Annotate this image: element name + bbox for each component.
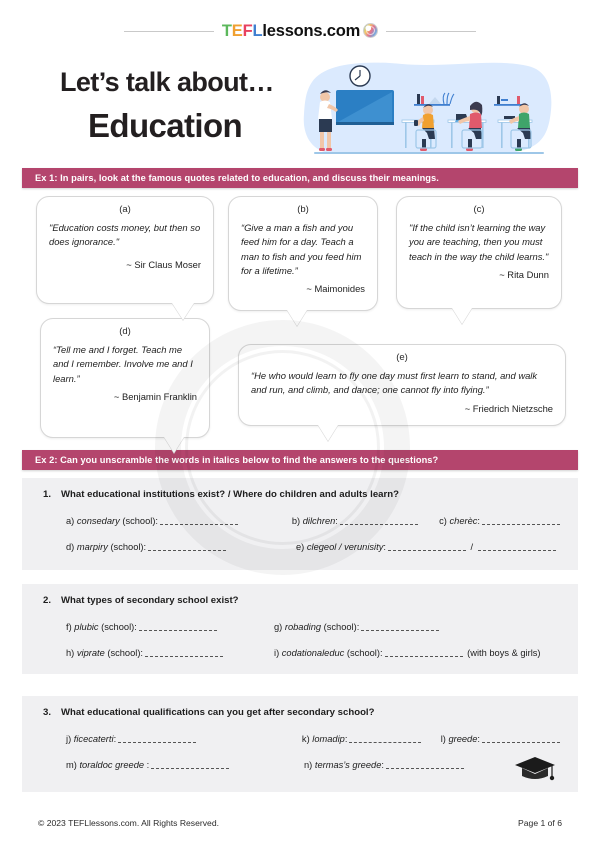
quote-tail-d [164, 437, 184, 453]
logo-letter-f: F [242, 22, 253, 40]
question-3-heading [38, 707, 562, 718]
quote-label-a: (a) [119, 204, 131, 215]
answer-item-i[interactable] [274, 648, 541, 658]
quote-label-b: (b) [297, 204, 309, 215]
exercise-2-banner [22, 450, 578, 470]
site-logo [0, 22, 600, 41]
answer-blank-d[interactable] [148, 550, 226, 551]
scrambled-word-e: clegeol / verunisity [306, 542, 384, 552]
quote-bubble-b [228, 196, 378, 311]
question-1-row-2 [38, 542, 562, 552]
item-suffix-f: (school): [98, 622, 137, 632]
answer-item-k[interactable] [302, 734, 441, 744]
logo-letter-l: L [252, 22, 263, 40]
item-letter-l: l) [440, 734, 446, 744]
question-block-3 [22, 696, 578, 792]
answer-blank-e2[interactable] [478, 550, 556, 551]
question-3-row-1 [38, 734, 562, 744]
scrambled-word-f: plubic [74, 622, 99, 632]
answer-blank-a[interactable] [160, 524, 238, 525]
quote-text-a: "Education costs money, but then so does ignorance." [49, 222, 201, 248]
item-suffix-l: : [477, 734, 480, 744]
answer-item-c[interactable] [439, 516, 562, 526]
scrambled-word-g: robading [284, 622, 322, 632]
title-line-2: Education [88, 106, 243, 144]
logo-letter-e: E [231, 22, 243, 40]
question-1-number: 1. [43, 489, 52, 500]
answer-blank-j[interactable] [118, 742, 196, 743]
scrambled-word-b: dilchren [302, 516, 336, 526]
answer-blank-k[interactable] [349, 742, 421, 743]
classroom-illustration [298, 58, 558, 166]
item-letter-m: m) [66, 760, 77, 770]
quote-text-b: “Give a man a fish and you feed him for a day. Teach a man to fish and you feed him for a lifetime.” [241, 222, 362, 276]
answer-item-m[interactable] [66, 760, 304, 770]
quote-tail-e [318, 425, 338, 441]
answer-blank-g[interactable] [361, 630, 439, 631]
question-2-number: 2. [43, 595, 52, 606]
item-letter-c: c) [439, 516, 447, 526]
question-1-heading [38, 489, 562, 500]
question-2-prompt: What types of secondary school exist? [61, 595, 239, 606]
quote-author-c: ~ Rita Dunn [499, 268, 549, 280]
logo-letter-t: T [221, 22, 232, 40]
item-note-i: (with boys & girls) [467, 648, 541, 658]
answer-item-h[interactable] [66, 648, 274, 658]
globe-icon [363, 23, 378, 38]
quote-tail-a [172, 303, 194, 320]
question-1-row-1 [38, 516, 562, 526]
quote-bubble-e [238, 344, 566, 426]
quote-text-d: “Tell me and I forget. Teach me and I remember. Involve me and I learn.” [53, 344, 193, 384]
item-suffix-d: (school): [107, 542, 147, 552]
scrambled-word-h: viprate [76, 648, 105, 658]
exercise-1-banner [22, 168, 578, 188]
answer-blank-i[interactable] [385, 656, 463, 657]
scrambled-word-l: greede [448, 734, 478, 744]
exercise-1-instruction: Ex 1: In pairs, look at the famous quotes related to education, and discuss their meanings. [35, 173, 439, 183]
quote-label-c: (c) [473, 204, 485, 215]
item-letter-h: h) [66, 648, 75, 658]
scrambled-word-k: lomadip [312, 734, 345, 744]
item-suffix-e: : [383, 542, 386, 552]
scrambled-word-n: termas’s greede [314, 760, 382, 770]
item-letter-n: n) [304, 760, 313, 770]
logo-rule-left [124, 31, 214, 32]
answer-blank-m[interactable] [151, 768, 229, 769]
quote-author-b: ~ Maimonides [306, 283, 365, 295]
question-2-row-1 [38, 622, 562, 632]
item-suffix-h: (school): [104, 648, 144, 658]
item-letter-a: a) [66, 516, 75, 526]
page-footer [38, 818, 562, 828]
question-3-number: 3. [43, 707, 52, 718]
exercise-2-instruction: Ex 2: Can you unscramble the words in italics below to find the answers to the questions? [35, 455, 439, 465]
question-2-heading [38, 595, 562, 606]
answer-blank-l[interactable] [482, 742, 560, 743]
logo-rule-right [386, 31, 476, 32]
scrambled-word-c: cherèc [449, 516, 478, 526]
answer-item-j[interactable] [66, 734, 302, 744]
scrambled-word-a: consedary [76, 516, 120, 526]
scrambled-word-i: codationaleduc [281, 648, 345, 658]
quote-author-a: ~ Sir Claus Moser [126, 258, 201, 270]
question-3-prompt: What educational qualifications can you get after secondary school? [61, 707, 375, 718]
graduation-cap-icon [514, 755, 556, 783]
page-title [60, 68, 274, 145]
item-letter-i: i) [274, 648, 280, 658]
item-suffix-i: (school): [344, 648, 383, 658]
answer-blank-f[interactable] [139, 630, 217, 631]
question-2-row-2 [38, 648, 562, 658]
quote-label-d: (d) [119, 326, 131, 337]
footer-copyright: © 2023 TEFLlessons.com. All Rights Reserved. [38, 818, 219, 828]
item-letter-j: j) [66, 734, 72, 744]
item-suffix-a: (school): [119, 516, 159, 526]
quote-bubble-a [36, 196, 214, 304]
answer-blank-b[interactable] [340, 524, 418, 525]
answer-blank-e1[interactable] [388, 550, 466, 551]
logo-domain-text: lessons.com [262, 22, 361, 40]
item-letter-b: b) [291, 516, 301, 526]
answer-blank-c[interactable] [482, 524, 560, 525]
scrambled-word-d: marpiry [76, 542, 108, 552]
item-suffix-n: : [381, 760, 384, 770]
question-3-row-2 [38, 760, 562, 770]
page-header [0, 62, 600, 162]
item-suffix-c: : [477, 516, 480, 526]
answer-item-f[interactable] [66, 622, 274, 632]
item-letter-k: k) [301, 734, 310, 744]
item-suffix-m: : [146, 760, 150, 770]
title-line-1: Let’s talk about… [60, 67, 274, 97]
answer-item-b[interactable] [292, 516, 439, 526]
question-block-2 [22, 584, 578, 674]
answer-item-n[interactable] [304, 760, 466, 770]
item-suffix-g: (school): [321, 622, 360, 632]
quote-author-d: ~ Benjamin Franklin [113, 390, 197, 402]
quote-bubble-d [40, 318, 210, 438]
answer-item-g[interactable] [274, 622, 441, 632]
item-letter-f: f) [66, 622, 72, 632]
item-letter-g: g) [274, 622, 283, 632]
quote-text-c: "If the child isn’t learning the way you are teaching, then you must teach in the way the child learns." [409, 222, 549, 262]
item-letter-d: d) [66, 542, 75, 552]
quote-label-e: (e) [396, 352, 408, 363]
answer-item-a[interactable] [66, 516, 292, 526]
answer-item-e[interactable]: e) clegeol / verunisity: / [296, 542, 558, 552]
question-block-1 [22, 478, 578, 570]
answer-blank-n[interactable] [386, 768, 464, 769]
item-suffix-b: : [335, 516, 338, 526]
question-1-prompt: What educational institutions exist? / Where do children and adults learn? [61, 489, 399, 500]
quote-bubble-c [396, 196, 562, 309]
item-suffix-k: : [344, 734, 348, 744]
scrambled-word-m: toraldoc greede [79, 760, 147, 770]
footer-page-number: Page 1 of 6 [518, 818, 562, 828]
quote-author-e: ~ Friedrich Nietzsche [464, 402, 553, 414]
quote-tail-c [452, 308, 472, 324]
answer-blank-h[interactable] [145, 656, 223, 657]
answer-item-d[interactable] [66, 542, 296, 552]
scrambled-word-j: ficecaterti [73, 734, 114, 744]
item-suffix-j: : [113, 734, 117, 744]
item-letter-e: e) [296, 542, 305, 552]
answer-item-l[interactable] [441, 734, 562, 744]
quote-text-e: “He who would learn to fly one day must first learn to stand, and walk and run, and climb, and dance; one cannot fly into flying.” [251, 370, 538, 396]
quote-tail-b [287, 310, 307, 326]
logo-text [222, 22, 378, 41]
